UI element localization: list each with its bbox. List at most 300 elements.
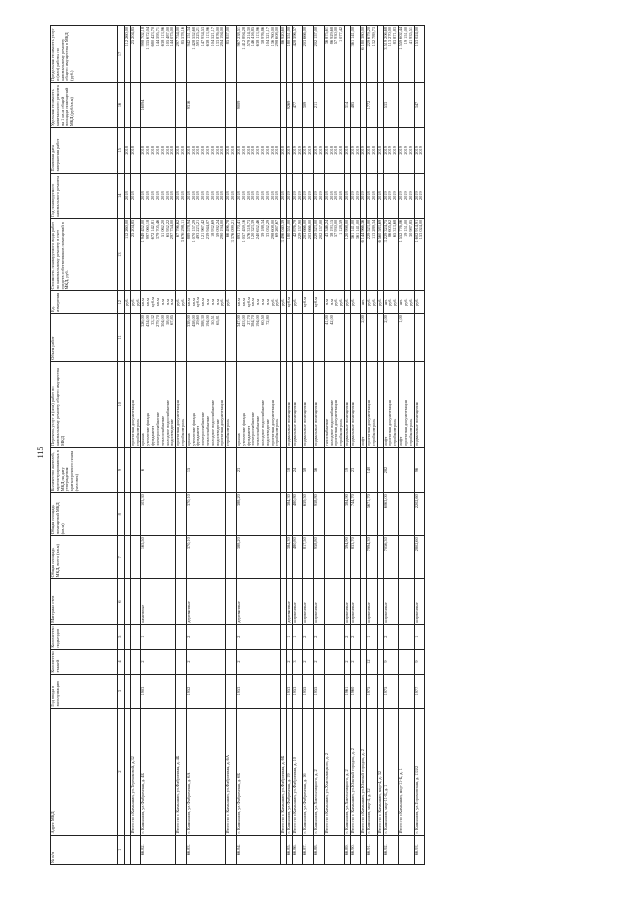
repair-year-line: 2018 <box>175 191 181 200</box>
work-volume <box>130 314 141 362</box>
unit-line: кв.м <box>190 298 196 307</box>
limit-cost-line: 104 521,17 <box>209 27 215 47</box>
table-row <box>414 26 425 865</box>
residents: 23 <box>236 447 280 492</box>
capital-repair-table <box>50 25 425 865</box>
work-cost <box>141 218 176 291</box>
work-item <box>350 361 361 447</box>
planned-date-line: 2018 <box>195 146 201 155</box>
work-cost <box>186 218 226 291</box>
unit-cost <box>324 82 344 127</box>
limit-cost <box>314 26 325 83</box>
row-number: 66.85. <box>287 835 293 864</box>
limit-cost <box>186 26 226 83</box>
unit-line: руб. <box>402 298 408 306</box>
floors: 2 <box>287 649 293 674</box>
unit-line: руб. <box>124 298 129 306</box>
repair-year-line: 2019 <box>255 191 261 200</box>
limit-cost-line: 1 335 672,04 <box>145 27 151 50</box>
work-item-line: лифт <box>382 436 388 446</box>
entrances: 2 <box>314 624 325 649</box>
limit-cost-line: 203 666,00 <box>302 27 308 47</box>
unit <box>141 291 176 314</box>
repair-year-line: 2019 <box>402 191 408 200</box>
unit-line: куб.м <box>286 297 291 308</box>
work-volume-line: 33,32 <box>150 315 156 325</box>
work-volume <box>350 314 361 362</box>
rooms-area: 384,30 <box>287 493 293 536</box>
wall-material <box>399 579 414 624</box>
year-built: 1955 <box>303 674 314 708</box>
planned-date-line: 2019 <box>205 146 210 155</box>
unit-line: кв.м <box>140 298 146 307</box>
unit-cost <box>226 82 237 127</box>
repair-year-line: 2018 <box>230 191 236 200</box>
address: Итого по г. Камышин, ул.Фабричная, д. 4Б <box>176 708 187 835</box>
work-item <box>367 361 378 447</box>
table-row <box>350 26 361 865</box>
unit-line: руб. <box>387 298 393 306</box>
planned-date-line: 2019 <box>307 146 313 155</box>
repair-year-line: 2019 <box>354 191 360 200</box>
work-cost-line: 3 229 324,75 <box>382 219 388 243</box>
floors <box>226 649 237 674</box>
residents: 96 <box>414 447 425 492</box>
limit-cost-line: 680 423,70 <box>150 27 156 47</box>
work-volume-line <box>293 315 298 360</box>
residents: 58 <box>303 447 314 492</box>
planned-date <box>176 128 187 173</box>
limit-cost-line: 104 321,17 <box>264 27 270 47</box>
residents: 24 <box>292 447 303 492</box>
entrances <box>399 624 414 649</box>
work-item-line: газоснабжение <box>323 418 329 446</box>
table-row <box>399 26 414 865</box>
header-row <box>51 26 118 865</box>
rooms-area: 6063,00 <box>383 493 398 536</box>
repair-year-line: 2018 <box>219 191 225 200</box>
limit-cost-line: 202 157,00 <box>313 27 319 47</box>
rooms-area <box>176 493 187 536</box>
work-cost <box>130 218 141 291</box>
planned-date-line: 2019 <box>286 146 291 155</box>
wall-material: кирпичные <box>314 579 325 624</box>
work-item-line: стройконтроль <box>225 418 231 446</box>
table-row <box>130 26 141 865</box>
limit-cost-line: 593 225,21 <box>195 27 201 47</box>
unit <box>414 291 425 314</box>
work-volume-line: 326,00 <box>140 315 146 327</box>
planned-date-line: 2018 <box>323 146 329 155</box>
work-cost-line: 19 151,00 <box>402 219 408 238</box>
planned-date-line: 2018 <box>269 146 275 155</box>
repair-year <box>141 173 176 218</box>
limit-cost <box>399 26 414 83</box>
planned-date-line: 2018 <box>145 146 151 155</box>
work-cost-line: 361 141,00 <box>354 219 360 240</box>
rooms-area: 388,20 <box>236 493 280 536</box>
planned-date <box>141 128 176 173</box>
planned-date-line: 2018 <box>328 146 334 155</box>
work-item-line: подвальные помещения <box>343 402 349 446</box>
address: г. Камышин, ул.Фабричная, д. 6Б <box>236 708 280 835</box>
limit-cost <box>226 26 237 83</box>
column-number: 6 <box>118 579 125 624</box>
limit-cost-line: 3 519 206,68 <box>382 27 388 50</box>
unit-cost <box>176 82 187 127</box>
limit-cost <box>383 26 398 83</box>
work-item-line: проектная документация <box>387 400 393 446</box>
address: Итого по г.Камышин, ул.Южный городок, д. 2 <box>361 708 367 835</box>
repair-year <box>186 173 226 218</box>
repair-year-line: 2019 <box>392 191 398 200</box>
address: Итого по г. Камышин, ул.Южный городок, д. 2 <box>350 708 361 835</box>
work-volume-line: 194,00 <box>205 315 210 327</box>
address: г. Камышин, ул.Хмельницкого, д. 2 <box>344 708 350 835</box>
row-number: 66.87. <box>303 835 314 864</box>
work-cost-line: 1 949 452,00 <box>140 219 146 243</box>
repair-year-line: 2019 <box>286 191 291 200</box>
work-item-line: стройконтроль <box>134 418 140 446</box>
work-cost-line: 25 204,85 <box>129 219 135 238</box>
work-volume-line <box>303 315 308 360</box>
total-area <box>130 536 141 579</box>
work-cost-line: 1 128,59 <box>338 219 344 235</box>
work-item-line: водоотведение <box>214 419 220 446</box>
residents: 18 <box>287 447 293 492</box>
year-built: 1953 <box>236 674 280 708</box>
repair-year-line: 2018 <box>376 191 382 200</box>
address: Итого по г. Камышин, ул.Фабричная, д. 6А <box>226 708 237 835</box>
column-header: Объем работ <box>51 314 118 362</box>
address: г. Камышин, ул.Фабричная, д. 19 <box>287 708 293 835</box>
repair-year-line: 2018 <box>164 191 170 200</box>
repair-year-line: 2018 <box>259 191 265 200</box>
planned-date-line: 2018 <box>164 146 170 155</box>
table-row <box>292 26 303 865</box>
work-volume-line: 29,60 <box>195 315 201 325</box>
entrances: 1 <box>141 624 176 649</box>
work-cost <box>383 218 398 291</box>
work-cost-line: 65 313,68 <box>392 219 398 238</box>
planned-date-line: 2018 <box>235 146 241 155</box>
unit-line: руб. <box>349 298 355 306</box>
work-volume <box>414 314 425 362</box>
residents <box>324 447 344 492</box>
work-cost-line: 112 260,00 <box>124 219 129 240</box>
work-item <box>130 361 141 447</box>
work-item-line: проектная документация <box>402 400 408 446</box>
work-volume-line <box>372 315 377 360</box>
work-item-line: лифт <box>398 436 404 446</box>
limit-cost-line: 136 760,00 <box>269 27 275 47</box>
work-item <box>292 361 303 447</box>
planned-date-line: 2019 <box>296 146 302 155</box>
unit-cost: 314 <box>344 82 350 127</box>
floors: 2 <box>236 649 280 674</box>
work-volume <box>303 314 314 362</box>
work-volume-line: 1,00 <box>398 315 404 323</box>
work-cost <box>314 218 325 291</box>
unit-line: куб.м <box>245 297 251 308</box>
planned-date-line: 2018 <box>150 146 156 155</box>
column-number: 11 <box>118 314 125 362</box>
unit-line: руб. <box>343 298 349 306</box>
residents: 140 <box>367 447 378 492</box>
work-item-line: подвальные помещения <box>286 402 291 446</box>
residents <box>130 447 141 492</box>
work-cost-line: 493 223,21 <box>195 219 201 240</box>
address: г. Камышин, ул.Фабричная, д. 6А <box>186 708 226 835</box>
work-volume-line: 279,70 <box>154 315 160 327</box>
unit-cost <box>130 82 141 127</box>
unit-line: п.м <box>328 299 334 306</box>
total-area <box>324 536 344 579</box>
rooms-area: 480,80 <box>292 493 303 536</box>
address: Итого по г. Камышин, мкр-4, д. 32 <box>377 708 383 835</box>
column-header: Общая площадь помещений МКД (кв.м) <box>51 493 118 536</box>
work-volume-line: 304,00 <box>159 315 165 327</box>
work-volume <box>399 314 414 362</box>
work-item-line: электроснабжение <box>250 412 256 446</box>
planned-date-line: 2019 <box>382 146 388 155</box>
work-item-line: крыша <box>140 433 146 446</box>
total-area: 394,90 <box>344 536 350 579</box>
work-cost-line: 43 346,24 <box>323 219 329 238</box>
unit-line: кв.м <box>200 298 206 307</box>
table-row <box>186 26 226 865</box>
unit-line: кв.м <box>235 298 241 307</box>
row-number: 66.93. <box>414 835 425 864</box>
work-item <box>314 361 325 447</box>
total-area: 833,70 <box>350 536 361 579</box>
work-volume-line: 67,85 <box>169 315 175 325</box>
floors <box>399 649 414 674</box>
work-volume <box>176 314 187 362</box>
planned-date <box>130 128 141 173</box>
entrances: 2 <box>186 624 226 649</box>
limit-cost-line: 112 260,00 <box>124 27 129 47</box>
work-cost-line: 893 170,41 <box>235 219 241 240</box>
unit <box>176 291 187 314</box>
table-row <box>367 26 378 865</box>
work-cost-line: 1 057 459,16 <box>240 219 246 243</box>
residents <box>399 447 414 492</box>
unit <box>350 291 361 314</box>
address: Итого по г.Камышин, ул.Хмельницкого, д. 2 <box>324 708 344 835</box>
planned-date-line: 2018 <box>338 146 344 155</box>
repair-year-line: 2018 <box>200 191 206 200</box>
limit-cost-line: 85 857,00 <box>225 27 231 45</box>
planned-date-line: 2018 <box>264 146 270 155</box>
column-header: Плановая дата завершения работ <box>51 128 118 173</box>
repair-year <box>292 173 303 218</box>
limit-cost-line: 998 702,18 <box>140 27 146 47</box>
limit-cost-line: 19 151,00 <box>402 27 408 45</box>
work-volume-line: 453,00 <box>240 315 246 327</box>
work-volume-line: 384,70 <box>250 315 256 327</box>
planned-date-line: 2018 <box>230 146 236 155</box>
work-cost-line: 997 060,18 <box>145 219 151 240</box>
repair-year <box>176 173 187 218</box>
work-item <box>186 361 226 447</box>
work-item-line: стройконтроль <box>407 418 413 446</box>
unit-line: руб. <box>291 298 297 306</box>
planned-date-line: 2018 <box>274 146 280 155</box>
repair-year <box>367 173 378 218</box>
repair-year-line: 2018 <box>179 191 185 200</box>
work-item-line: стройконтроль <box>274 418 280 446</box>
work-cost-line: 6 144 966,36 <box>360 219 366 243</box>
limit-cost-line: 204 194,00 <box>219 27 225 47</box>
limit-cost-line: 133 876,00 <box>214 27 220 47</box>
repair-year-line: 2019 <box>360 191 366 200</box>
residents <box>226 447 237 492</box>
work-item-line: крыша <box>235 433 241 446</box>
limit-cost-line: 36 875,61 <box>323 27 329 45</box>
table-row <box>236 26 280 865</box>
work-volume-line <box>226 315 231 360</box>
column-header: Год планируемого капитального ремонта <box>51 173 118 218</box>
unit-line: п.м <box>255 299 261 306</box>
total-area: 388,20 <box>236 536 280 579</box>
residents: 6 <box>141 447 176 492</box>
work-cost-line: 297 754,00 <box>169 219 175 240</box>
work-cost-line: 153 024,00 <box>418 219 424 240</box>
column-header: Материал стен <box>51 579 118 624</box>
rooms-area: 103,30 <box>141 493 176 536</box>
repair-year-line: 2018 <box>235 191 241 200</box>
work-cost-line: 57 930,00 <box>333 219 339 238</box>
floors <box>176 649 187 674</box>
unit-cost: 1772 <box>367 82 378 127</box>
unit-line: руб. <box>333 298 339 306</box>
repair-year <box>130 173 141 218</box>
work-volume-line: 41,00 <box>323 315 329 325</box>
floors: 2 <box>186 649 226 674</box>
row-number: 66.83. <box>186 835 226 864</box>
limit-cost-line: 638 113,96 <box>159 27 165 47</box>
limit-cost <box>350 26 361 83</box>
address: Итого по г.Камышин, мкр-11-Б, д. 1 <box>399 708 414 835</box>
unit <box>236 291 280 314</box>
repair-year-line: 2019 <box>418 191 424 200</box>
wall-material: кирпичные <box>383 579 398 624</box>
unit-line: кв.м <box>145 298 151 307</box>
repair-year-line: 2018 <box>209 191 215 200</box>
limit-cost-line: 6 180 380,00 <box>360 27 366 50</box>
planned-date-line: 2018 <box>169 146 175 155</box>
work-cost-line: 1 070 157,29 <box>190 219 196 243</box>
limit-cost <box>324 26 344 83</box>
unit-line: куб.м <box>195 297 201 308</box>
work-volume-line: 458,00 <box>190 315 196 327</box>
work-cost-line: 298 608,00 <box>269 219 275 240</box>
planned-date-line: 2018 <box>371 146 376 155</box>
limit-cost-line: 1 559 602,44 <box>398 27 404 50</box>
row-number: 66.91. <box>367 835 378 864</box>
entrances: 2 <box>344 624 350 649</box>
planned-date-line: 2018 <box>245 146 251 155</box>
work-volume-line: 388,30 <box>200 315 206 327</box>
work-item-line: стройконтроль <box>338 418 344 446</box>
work-cost-line: 51 062,20 <box>159 219 165 238</box>
planned-date-line: 2018 <box>219 146 225 155</box>
floors: 9 <box>383 649 398 674</box>
limit-cost-line: 1 077,42 <box>338 27 344 43</box>
planned-date-line: 2018 <box>159 146 165 155</box>
repair-year-line: 2018 <box>150 191 156 200</box>
year-built: 1961 <box>344 674 350 708</box>
floors <box>324 649 344 674</box>
unit-line: руб. <box>129 298 135 306</box>
year-built: 1960 <box>350 674 361 708</box>
entrances <box>130 624 141 649</box>
planned-date <box>399 128 414 173</box>
work-volume <box>226 314 237 362</box>
unit <box>383 291 398 314</box>
work-item-line: холодное водоснабжение <box>259 399 265 446</box>
work-cost-line: 3 676 298,11 <box>179 219 185 243</box>
row-number <box>226 835 237 864</box>
work-item-line: подвальные помещения <box>413 402 419 446</box>
planned-date-line: 2018 <box>175 146 181 155</box>
planned-date-line: 2018 <box>214 146 220 155</box>
limit-cost <box>303 26 314 83</box>
unit <box>399 291 414 314</box>
repair-year-line: 2019 <box>291 191 297 200</box>
work-cost-line: 3 376 099,21 <box>230 219 236 243</box>
limit-cost-line: 153 024,00 <box>413 27 419 47</box>
work-cost-line: 180 551,00 <box>286 219 291 240</box>
work-volume-line: 60,50 <box>259 315 265 325</box>
repair-year <box>226 173 237 218</box>
rooms-area <box>226 493 237 536</box>
wall-material <box>130 579 141 624</box>
planned-date-line: 2019 <box>387 146 393 155</box>
limit-cost-line: 85 578,16 <box>179 27 185 45</box>
work-cost <box>303 218 314 291</box>
planned-date-line: 2018 <box>154 146 160 155</box>
column-number: 2 <box>118 708 125 835</box>
column-number: 10 <box>118 361 125 447</box>
year-built: 1953 <box>292 674 303 708</box>
total-area: 480,80 <box>292 536 303 579</box>
work-cost-line: 576 318,73 <box>245 219 251 240</box>
row-number: 66.82. <box>141 835 176 864</box>
planned-date <box>383 128 398 173</box>
unit-line: куб.м <box>150 297 156 308</box>
repair-year-line: 2019 <box>302 191 308 200</box>
repair-year-line: 2018 <box>338 191 344 200</box>
repair-year-line: 2019 <box>349 191 355 200</box>
limit-cost-line: 113 270,00 <box>387 27 393 47</box>
repair-year-line: 2018 <box>328 191 334 200</box>
limit-cost-line <box>378 27 383 81</box>
total-area: 817,50 <box>303 536 314 579</box>
wall-material: кирпичные <box>303 579 314 624</box>
repair-year <box>324 173 344 218</box>
planned-date-line: 2019 <box>402 146 408 155</box>
work-item-line: проектная документация <box>269 400 275 446</box>
rooms-area <box>324 493 344 536</box>
column-header: Адрес МКД <box>51 708 118 835</box>
limit-cost-line: 86 920,60 <box>280 27 286 45</box>
limit-cost-line: 83 871,83 <box>392 27 398 45</box>
work-volume-line <box>287 315 292 360</box>
entrances: 1 <box>292 624 303 649</box>
unit-line: п.м <box>164 299 170 306</box>
